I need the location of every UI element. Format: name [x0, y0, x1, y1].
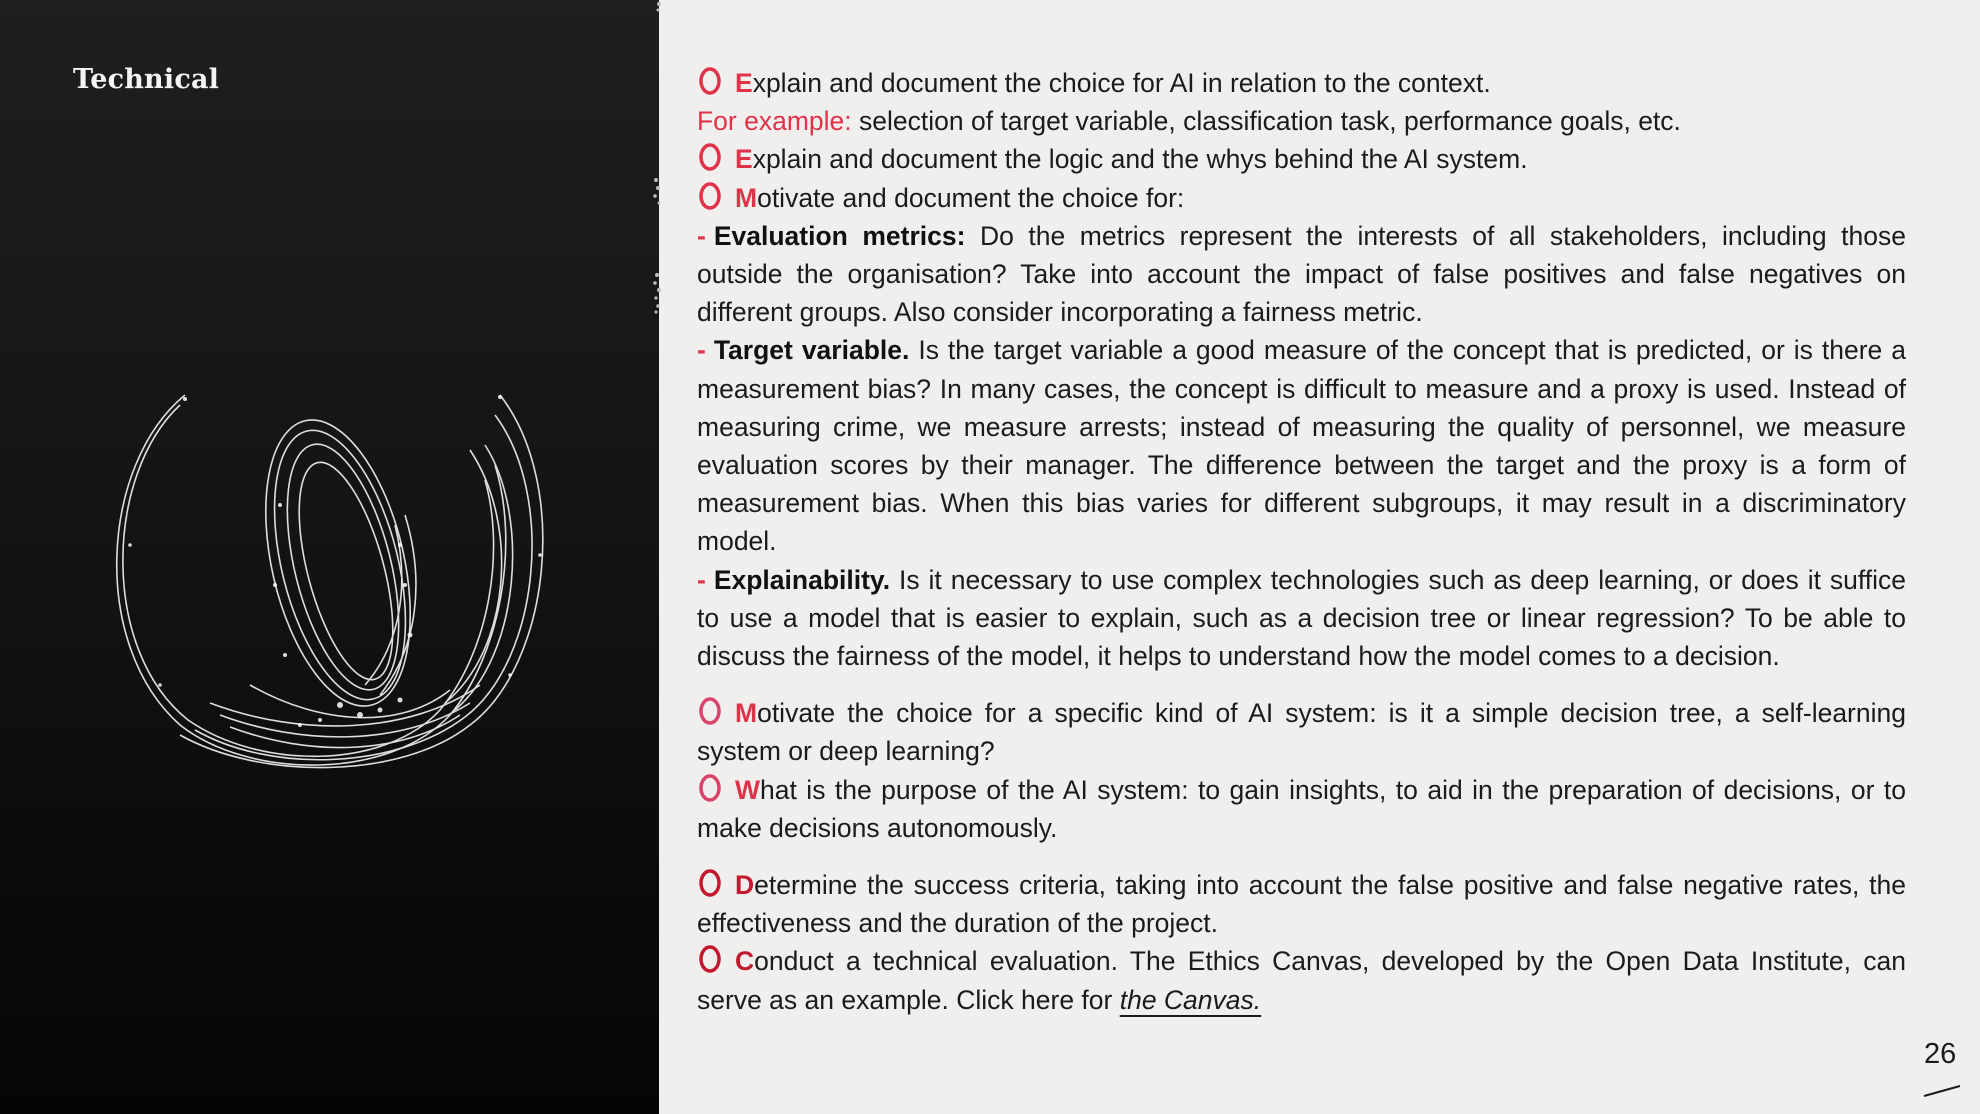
edge-dots-decoration	[650, 0, 668, 320]
sub-item-explainability	[697, 561, 1906, 676]
o-bullet-icon	[697, 695, 723, 727]
o-bullet-icon	[697, 772, 723, 804]
drop-letter: E	[735, 68, 753, 98]
dash-marker: -	[697, 220, 706, 251]
drop-letter: E	[735, 144, 753, 175]
example-line	[697, 102, 1906, 140]
drop-letter: M	[735, 182, 758, 213]
o-bullet-icon	[697, 141, 723, 173]
sub-item-term: Target variable.	[713, 335, 910, 366]
canvas-link[interactable]: the Canvas.	[1119, 984, 1262, 1015]
bullet-item	[697, 64, 1906, 102]
sub-item-evaluation-metrics	[697, 217, 1906, 332]
bullet-item	[697, 771, 1906, 847]
drop-letter: W	[735, 774, 761, 805]
bullet-text: xplain and document the choice for AI in relation to the context.	[752, 68, 1491, 98]
bullet-text: otivate and document the choice for:	[757, 182, 1185, 213]
bullet-text: xplain and document the logic and the whys behind the AI system.	[752, 144, 1528, 175]
bullet-item	[697, 694, 1906, 770]
page-number: 26	[1924, 1038, 1957, 1070]
sub-item-term: Evaluation metrics:	[713, 220, 966, 251]
example-text: selection of target variable, classification task, performance goals, etc.	[851, 106, 1681, 137]
drop-letter: D	[735, 870, 755, 901]
sub-item-text: Is the target variable a good measure of the concept that is predicted, or is there a measurement bias? In many cases, the concept is difficult to measure and a proxy is used. Instead of measuring crime, we measure arrests; instead of measuring the quality of personnel, we measure evaluation scores by their manager. The difference between the target and the proxy is a form of measurement bias. When this bias varies for different subgroups, it may result in a discriminatory model.	[697, 335, 1906, 557]
bullet-text: otivate the choice for a specific kind of AI system: is it a simple decision tree, a self-learning system or deep learning?	[697, 698, 1906, 767]
section-title: Technical	[73, 64, 220, 95]
drop-letter: M	[735, 698, 758, 729]
sub-item-text: Do the metrics represent the interests of all stakeholders, including those outside the organisation? Take into account the impact of false positives and false negatives on different groups. Also consider incorporating a fairness metric.	[697, 220, 1906, 328]
o-bullet-icon	[697, 867, 723, 899]
bullet-item	[697, 942, 1906, 1018]
dash-marker: -	[697, 564, 706, 595]
sub-item-term: Explainability.	[713, 564, 891, 595]
bullet-item	[697, 179, 1906, 217]
swirl-o-illustration	[100, 385, 570, 795]
drop-letter: C	[735, 946, 755, 977]
sub-item-target-variable	[697, 331, 1906, 560]
bullet-text: etermine the success criteria, taking into account the false positive and false negative rates, the effectiveness and the duration of the project.	[697, 870, 1906, 939]
o-bullet-icon	[697, 943, 723, 975]
left-panel	[0, 0, 659, 1114]
o-bullet-icon	[697, 65, 723, 97]
bullet-text: hat is the purpose of the AI system: to gain insights, to aid in the preparation of decisions, or to make decisions autonomously.	[697, 774, 1906, 843]
bullet-text: onduct a technical evaluation. The Ethics Canvas, developed by the Open Data Institute, can serve as an example. Click here for	[697, 946, 1906, 1015]
o-bullet-icon	[697, 180, 723, 212]
sub-item-text: Is it necessary to use complex technologies such as deep learning, or does it suffice to use a model that is easier to explain, such as a decision tree or linear regression? To be able to discuss the fairness of the model, it helps to understand how the model comes to a decision.	[697, 564, 1906, 672]
bullet-item	[697, 866, 1906, 942]
bullet-item	[697, 140, 1906, 178]
dash-marker: -	[697, 335, 706, 366]
page-number-underline	[1922, 1084, 1962, 1098]
example-label: For example:	[697, 106, 852, 137]
content-column	[697, 64, 1906, 1019]
